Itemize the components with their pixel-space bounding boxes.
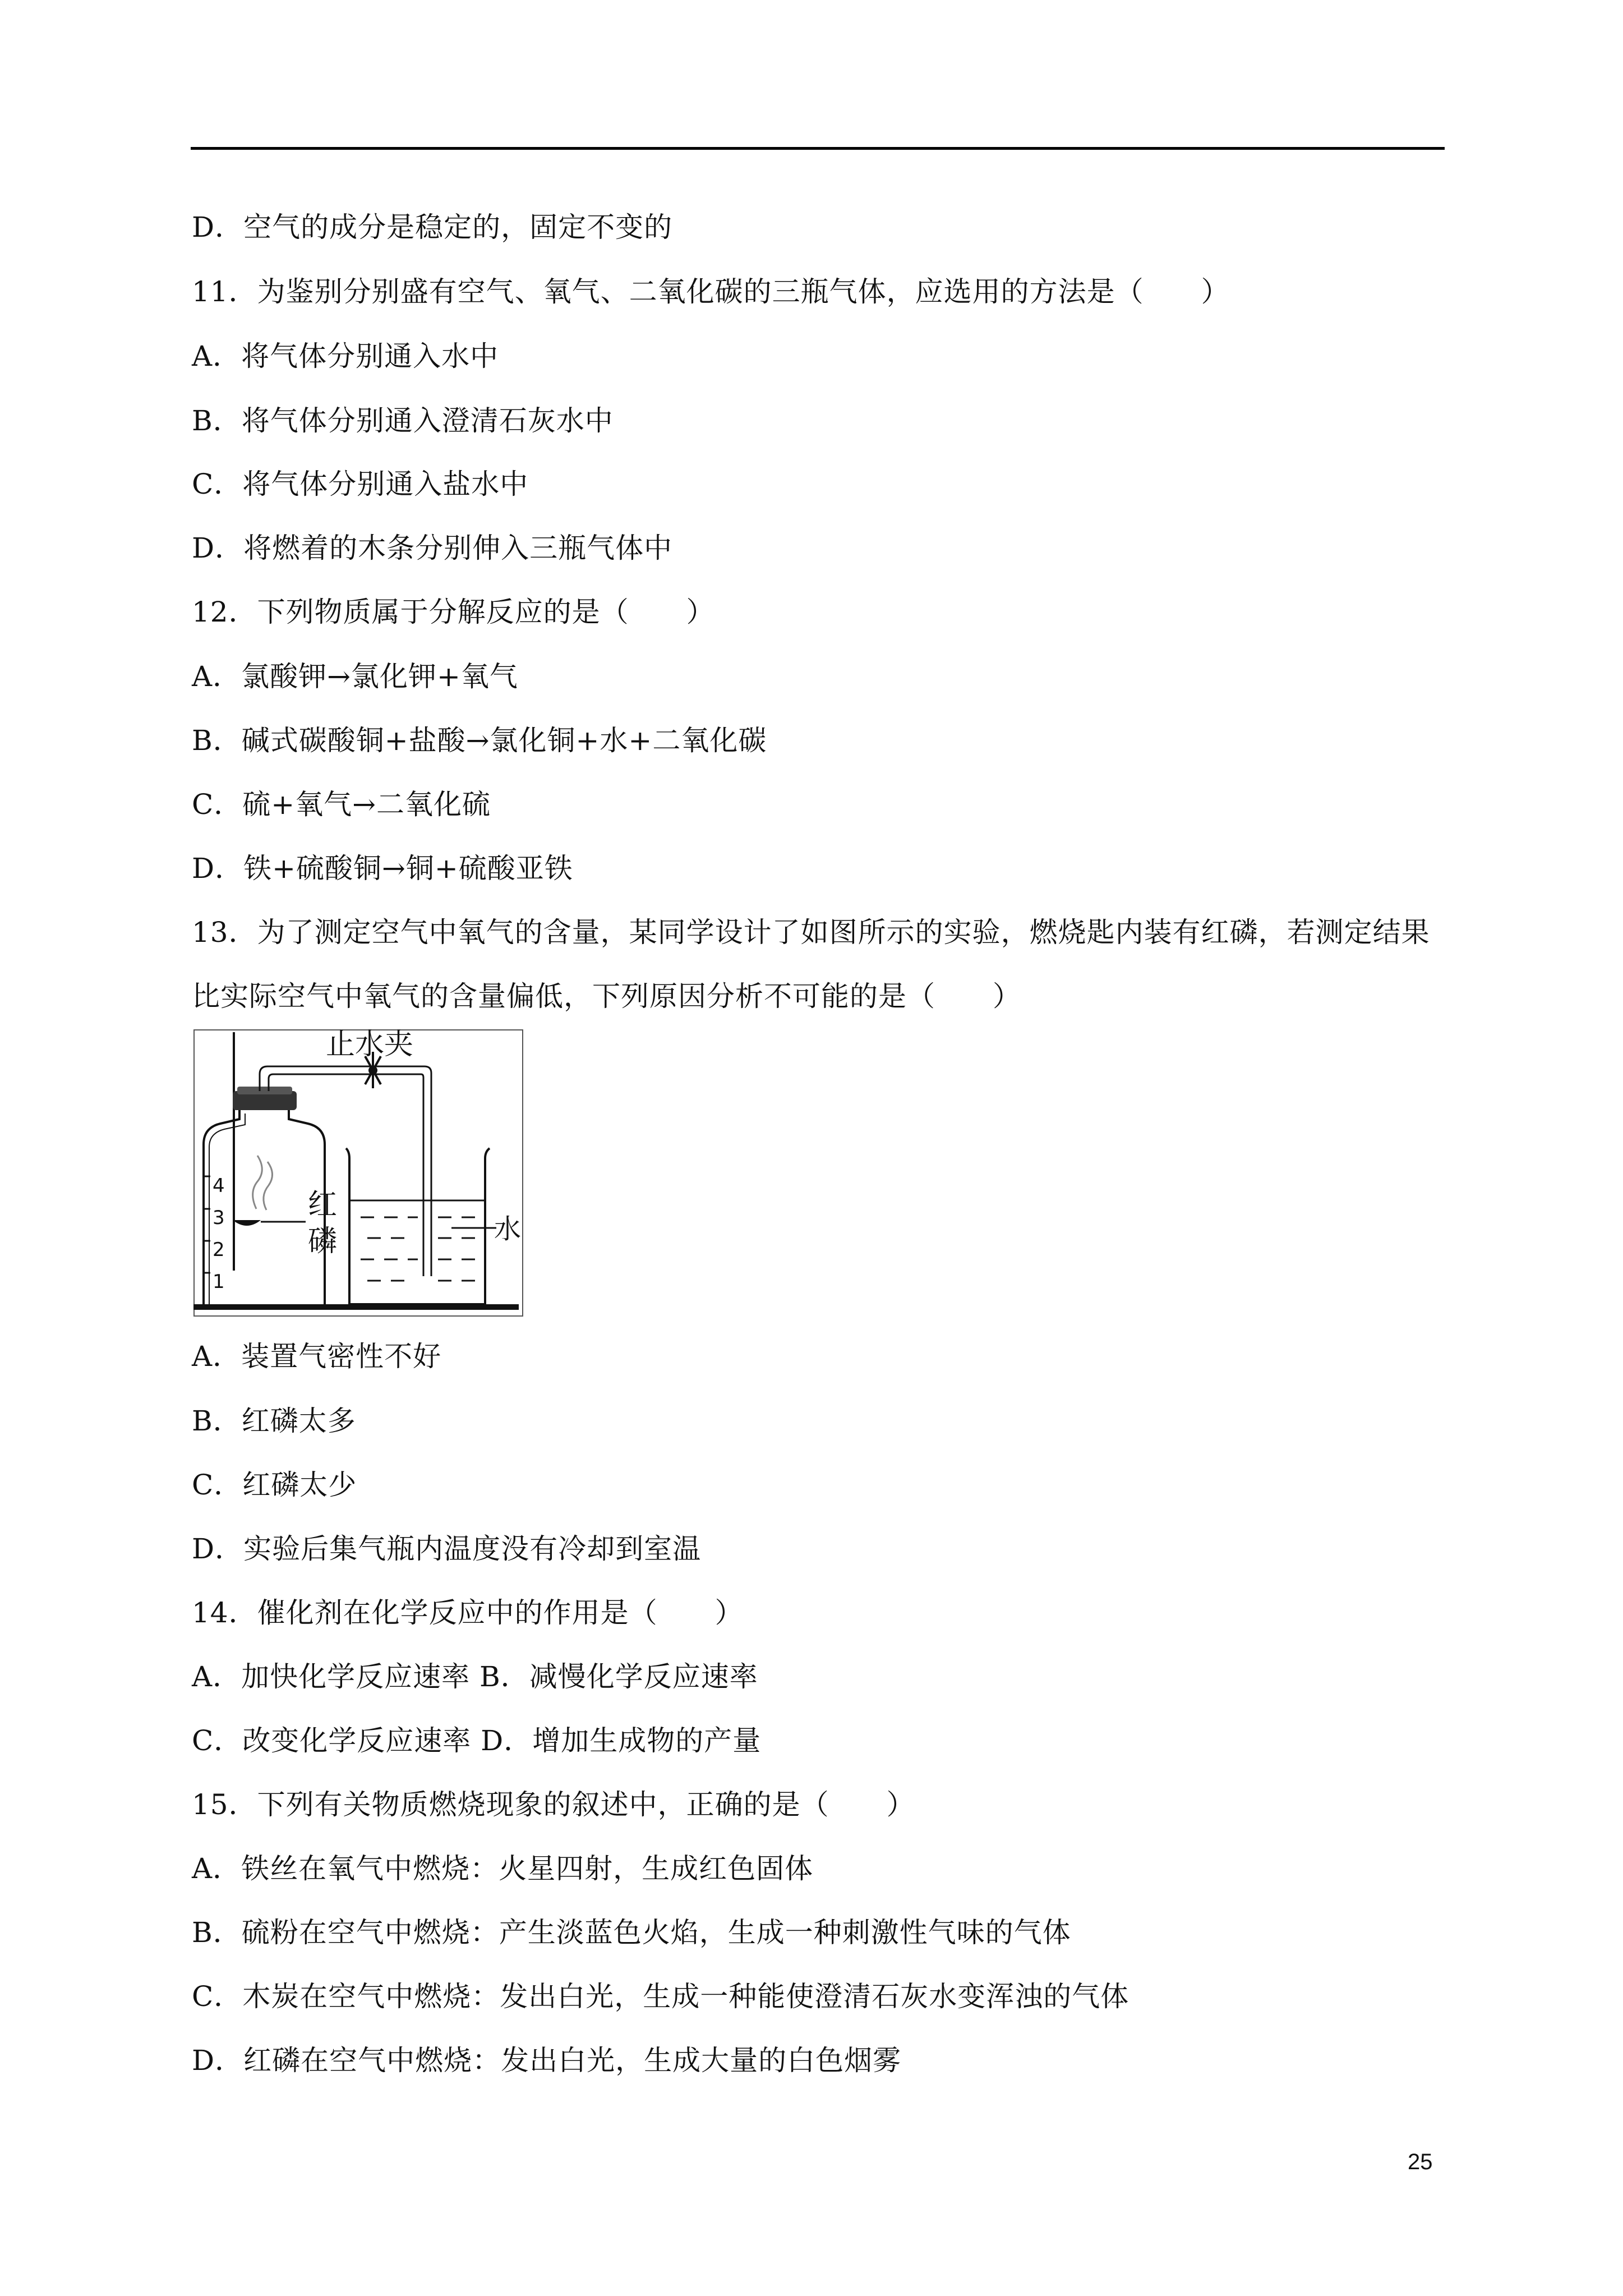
options-14-ab: A．加快化学反应速率 B．减慢化学反应速率: [192, 1660, 758, 1693]
option-15-d: D．红磷在空气中燃烧：发出白光，生成大量的白色烟雾: [192, 2044, 902, 2077]
question-13-line-1: 13．为了测定空气中氧气的含量，某同学设计了如图所示的实验，燃烧匙内装有红磷，若测定结果: [192, 916, 1430, 949]
figure-border: [194, 1030, 523, 1316]
stopper-top: [237, 1087, 292, 1094]
question-15: 15．下列有关物质燃烧现象的叙述中，正确的是（ ）: [192, 1788, 915, 1821]
option-11-c: C．将气体分别通入盐水中: [192, 468, 529, 500]
water-label: 水: [494, 1213, 522, 1245]
scale-mark-2: 2: [213, 1239, 225, 1261]
question-13-line-2: 比实际空气中氧气的含量偏低，下列原因分析不可能的是（ ）: [192, 980, 1021, 1013]
option-13-d: D．实验后集气瓶内温度没有冷却到室温: [192, 1533, 702, 1565]
option-12-d: D．铁+硫酸铜→铜+硫酸亚铁: [192, 852, 573, 885]
experiment-figure: [193, 1029, 524, 1318]
header-rule: [191, 147, 1445, 150]
smoke-icon: [253, 1156, 273, 1210]
option-12-b: B．碱式碳酸铜+盐酸→氯化铜+水+二氧化碳: [192, 724, 767, 757]
option-11-a: A．将气体分别通入水中: [192, 340, 499, 372]
option-13-a: A．装置气密性不好: [192, 1340, 442, 1373]
option-13-c: C．红磷太少: [192, 1469, 357, 1501]
scale-mark-1: 1: [213, 1271, 225, 1293]
option-12-a: A．氯酸钾→氯化钾+氧气: [192, 660, 518, 693]
question-11: 11．为鉴别分别盛有空气、氧气、二氧化碳的三瓶气体，应选用的方法是（ ）: [192, 275, 1230, 308]
phosphorus-label-1: 红: [308, 1188, 338, 1222]
option-11-b: B．将气体分别通入澄清石灰水中: [192, 404, 614, 437]
option-11-d: D．将燃着的木条分别伸入三瓶气体中: [192, 532, 673, 564]
options-14-cd: C．改变化学反应速率 D．增加生成物的产量: [192, 1724, 762, 1757]
clamp-label: 止水夹: [326, 1029, 414, 1061]
option-15-c: C．木炭在空气中燃烧：发出白光，生成一种能使澄清石灰水变浑浊的气体: [192, 1980, 1129, 2013]
combustion-spoon: [233, 1220, 261, 1226]
question-14: 14．催化剂在化学反应中的作用是（ ）: [192, 1596, 744, 1629]
question-12: 12．下列物质属于分解反应的是（ ）: [192, 596, 715, 628]
page-number: 25: [1408, 2150, 1433, 2174]
option-13-b: B．红磷太多: [192, 1405, 356, 1437]
option-10-d: D．空气的成分是稳定的，固定不变的: [192, 211, 673, 243]
option-15-b: B．硫粉在空气中燃烧：产生淡蓝色火焰，生成一种刺激性气味的气体: [192, 1916, 1071, 1949]
option-12-c: C．硫+氧气→二氧化硫: [192, 788, 491, 821]
scale-mark-4: 4: [213, 1175, 225, 1197]
scale-mark-3: 3: [213, 1207, 225, 1229]
phosphorus-label-2: 磷: [308, 1225, 338, 1258]
option-15-a: A．铁丝在氧气中燃烧：火星四射，生成红色固体: [192, 1852, 814, 1885]
water-body: [361, 1217, 475, 1281]
